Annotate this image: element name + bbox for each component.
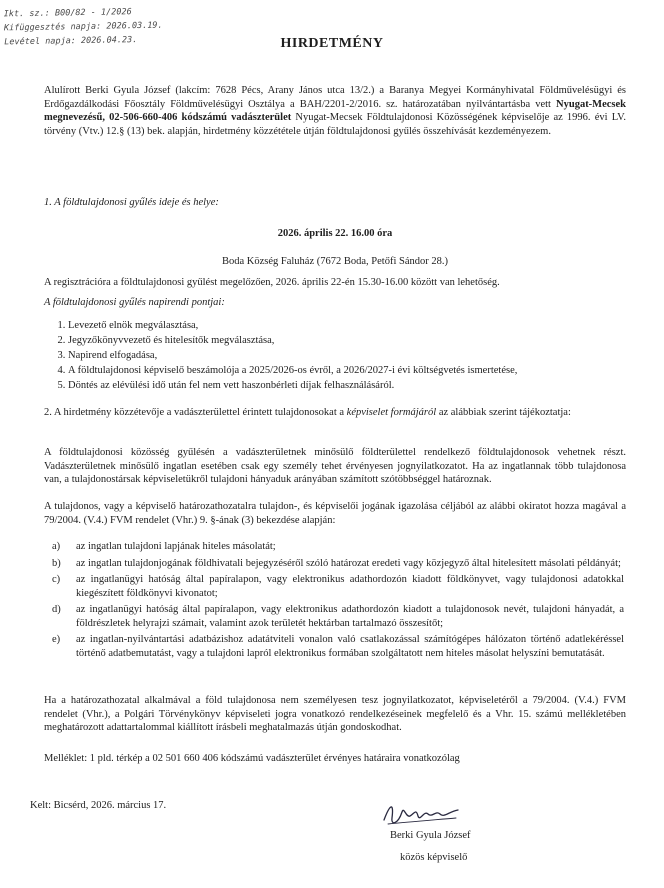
meeting-datetime: 2026. április 22. 16.00 óra — [277, 228, 393, 239]
document-title: HIRDETMÉNY — [280, 36, 384, 51]
documents-list — [44, 540, 624, 663]
agenda-item: 4. A földtulajdonosi képviselő beszámolója a 2025/2026-os évről, a 2026/2027-i évi költségvetés ismertetése, — [68, 363, 650, 378]
documents-intro: A tulajdonos, vagy a képviselő határozathozatalra tulajdon-, és képviselői jogának igazolása céljából az alábbi okiratot hozza magával a 79/2004. (V.4.) FVM rendelet (Vhr.) 9. §-ának (3) bekezdése alapján: — [44, 501, 626, 526]
registration-note: A regisztrációra a földtulajdonosi gyűlést megelőzően, 2026. április 22-én 15.30-16.00 között van lehetőség. — [44, 277, 500, 288]
attachment-note: Melléklet: 1 pld. térkép a 02 501 660 406 kódszámú vadászterület érvényes határaira vonatkozólag — [44, 753, 460, 764]
agenda-heading: A földtulajdonosi gyűlés napirendi pontjai: — [44, 297, 225, 308]
agenda-list — [44, 318, 650, 393]
agenda-item: 3. Napirend elfogadása, — [68, 348, 650, 363]
posting-date: Kifüggesztés napja: 2026.03.19. — [3, 20, 163, 34]
signer-name: Berki Gyula József — [390, 830, 471, 841]
document-item: d) az ingatlanügyi hatóság által papíralapon, vagy elektronikus adathordozón kiadott a tulajdonosok nevét, tulajdoni hányadát, a földrészletek helyrajzi számait, valamint azok területét hektárban tartalmazó összesítőt; — [52, 604, 624, 629]
proxy-paragraph: Ha a határozathozatal alkalmával a föld tulajdonosa nem személyesen tesz jognyilatkozatot, képviseletéről a 79/2004. (V.4.) FVM rendelet (Vhr.), a Polgári Törvénykönyv képviseleti jogra vonatkozó rendelkezéseinek megfelelő és a Vhr. 15. számú mellékletében meghatározott adattartalommal kiállított írásbeli meghatalmazás útján gondoskodhat. — [44, 695, 626, 733]
document-item: b) az ingatlan tulajdonjogának földhivatali bejegyzéséről szóló határozat eredeti vagy közjegyző által hitelesített másolati példányát; — [52, 557, 621, 569]
meeting-place: Boda Község Faluház (7672 Boda, Petőfi Sándor 28.) — [221, 256, 448, 267]
document-item: e) az ingatlan-nyilvántartási adatbázishoz adatátviteli vonalon való csatlakozással számítógépes hálózaton történő adatlekéréssel történő adatbemutatást, vagy a tulajdoni lapról elektronikus formában szolgáltatott nem hiteles másolat helyszíni bemutatását. — [52, 634, 624, 659]
representation-paragraph: A földtulajdonosi közösség gyűlésén a vadászterületnek minősülő földterülettel rendelkező földtulajdonosok vehetnek részt. Vadászterületnek minősülő ingatlan esetében csak egy személy tehet érvényesen jognyilatkozatot. Ha az ingatlannak több tulajdonosa van, a tulajdonostársak képviseletükről tulajdoni hányaduk arányában számított szótöbbséggel határoznak. — [44, 447, 626, 485]
hunting-area-name: Nyugat-Mecsek megnevezésű, 02-506-660-406 kódszámú vadászterület — [44, 98, 626, 123]
handwritten-signature — [378, 798, 468, 832]
agenda-item: 1. Levezető elnök megválasztása, — [68, 318, 650, 333]
agenda-item: 5. Döntés az elévülési idő után fel nem vett haszonbérleti díjak felhasználásáról. — [68, 378, 650, 393]
section2-paragraph: 2. A hirdetmény közzétevője a vadászterülettel érintett tulajdonosokat a képviselet formájáról az alábbiak szerint tájékoztatja: — [44, 407, 571, 418]
section1-heading: 1. A földtulajdonosi gyűlés ideje és helye: — [44, 197, 219, 208]
removal-date: Levétel napja: 2026.04.23. — [4, 35, 138, 48]
registration-number: Ikt. sz.: B00/82 - 1/2026 — [3, 7, 132, 20]
signer-role: közös képviselő — [400, 852, 468, 863]
issue-date: Kelt: Bicsérd, 2026. március 17. — [30, 800, 167, 811]
intro-paragraph: Alulírott Berki Gyula József (lakcím: 7628 Pécs, Arany János utca 13/2.) a Baranya Megyei Kormányhivatal Földművelésügyi és Erdőgazdálkodási Főosztály Földművelésügyi Osztálya a BAH/2201-2/2016. sz. határozatában nyilvántartásba vett Nyugat-Mecsek megnevezésű, 02-506-660-406 kódszámú vadászterület Nyugat-Mecsek Földtulajdonosi Közösségének képviselője az 1996. évi LV. törvény (Vtv.) 12.§ (13) bek. alapján, hirdetmény közzététele útján földtulajdonosi gyűlés összehívását kezdeményezem. — [44, 85, 626, 137]
document-item: a) az ingatlan tulajdoni lapjának hiteles másolatát; — [52, 541, 276, 552]
agenda-item: 2. Jegyzőkönyvvezető és hitelesítők megválasztása, — [68, 333, 650, 348]
document-item: c) az ingatlanügyi hatóság által papíralapon, vagy elektronikus adathordozón kiadott földkönyvet, vagy tulajdonosi adatokkal kiegészített földkönyvi kivonatot; — [52, 574, 624, 599]
